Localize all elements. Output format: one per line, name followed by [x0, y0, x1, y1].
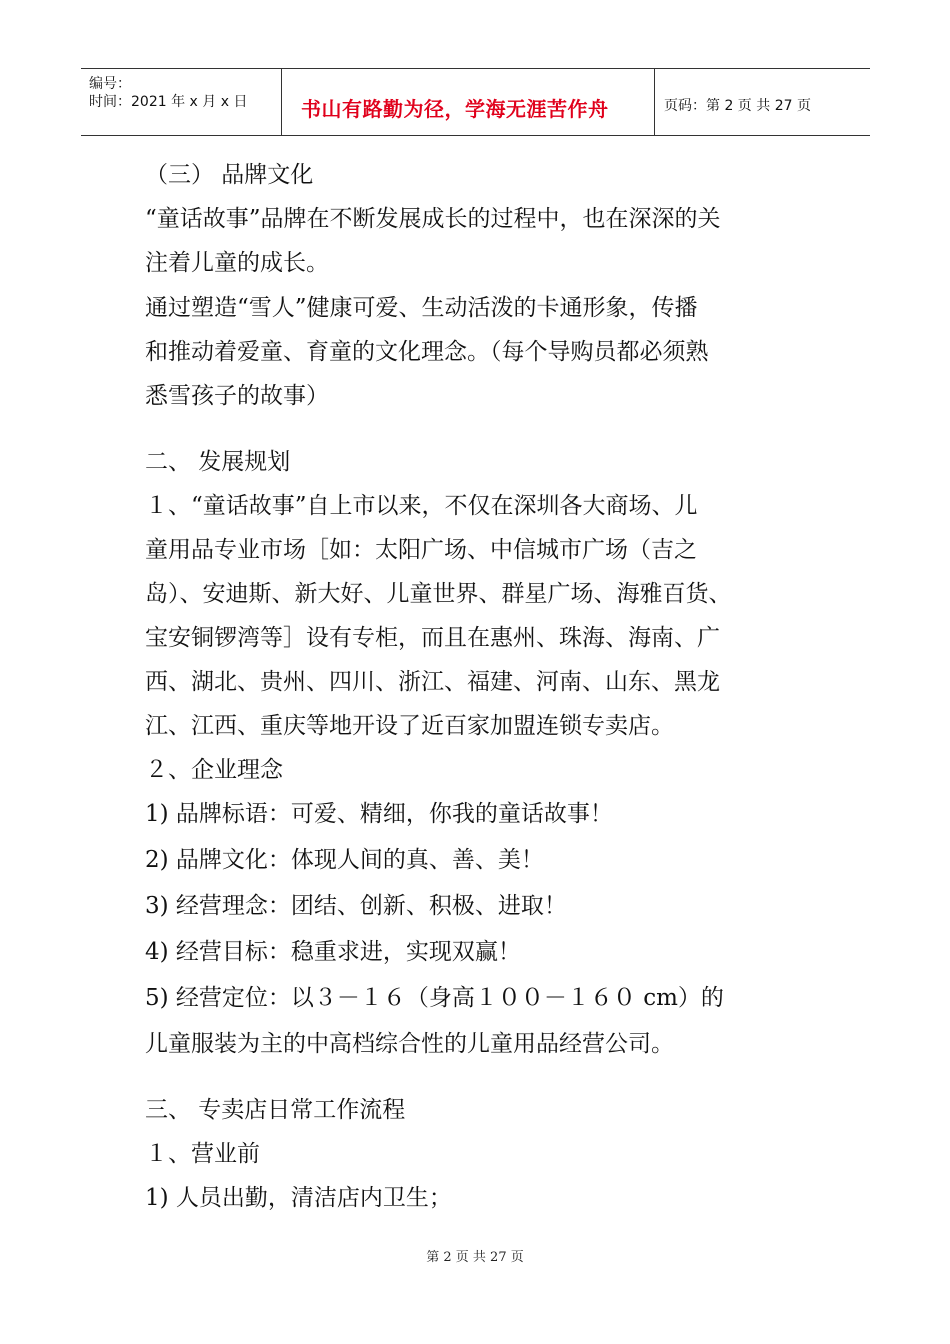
doc-number-label: 编号：	[89, 76, 131, 92]
paragraph-line: 悉雪孩子的故事）	[145, 383, 329, 409]
list-item: 1) 品牌标语：可爱、精细，你我的童话故事！	[145, 801, 613, 827]
paragraph-line: 江、江西、重庆等地开设了近百家加盟连锁专卖店。	[145, 713, 674, 739]
paragraph-line: 岛）、安迪斯、新大好、儿童世界、群星广场、海雅百货、	[145, 581, 732, 607]
header-page-info: 页码：第 2 页 共 27 页	[664, 98, 811, 114]
page-header	[81, 68, 870, 136]
header-motto: 书山有路勤为径，学海无涯苦作舟	[301, 97, 609, 121]
list-item: 2) 品牌文化：体现人间的真、善、美！	[145, 847, 544, 873]
list-item: 4) 经营目标：稳重求进，实现双赢！	[145, 939, 521, 965]
list-item: 5) 经营定位：以３－１６（身高１００－１６０ cm）的	[145, 985, 724, 1011]
paragraph-line: “童话故事”品牌在不断发展成长的过程中，也在深深的关	[145, 206, 721, 232]
list-item: 1) 人员出勤，清洁店内卫生；	[145, 1185, 452, 1211]
paragraph-line: 童用品专业市场［如：太阳广场、中信城市广场（吉之	[145, 537, 697, 563]
paragraph-line: １、“童话故事”自上市以来，不仅在深圳各大商场、儿	[145, 493, 698, 519]
header-left-cell	[81, 69, 282, 135]
list-item: 3) 经营理念：团结、创新、积极、进取！	[145, 893, 567, 919]
paragraph-line: 宝安铜锣湾等］设有专柜，而且在惠州、珠海、海南、广	[145, 625, 720, 651]
header-middle-cell	[281, 69, 655, 135]
page-footer: 第 2 页 共 27 页	[426, 1250, 524, 1265]
header-right-cell	[654, 69, 870, 135]
section-heading: （三） 品牌文化	[145, 162, 314, 188]
doc-date-label: 时间：2021 年 x 月 x 日	[89, 94, 248, 110]
subsection-heading: ２、企业理念	[145, 757, 283, 783]
section-heading: 二、 发展规划	[145, 449, 291, 475]
paragraph-line: 注着儿童的成长。	[145, 250, 329, 276]
section-heading: 三、 专卖店日常工作流程	[145, 1097, 406, 1123]
paragraph-line: 通过塑造“雪人”健康可爱、生动活泼的卡通形象，传播	[145, 295, 698, 321]
paragraph-line: 西、湖北、贵州、四川、浙江、福建、河南、山东、黑龙	[145, 669, 720, 695]
paragraph-line: 儿童服装为主的中高档综合性的儿童用品经营公司。	[145, 1031, 674, 1057]
paragraph-line: 和推动着爱童、育童的文化理念。（每个导购员都必须熟	[145, 339, 709, 365]
subsection-heading: １、营业前	[145, 1141, 260, 1167]
